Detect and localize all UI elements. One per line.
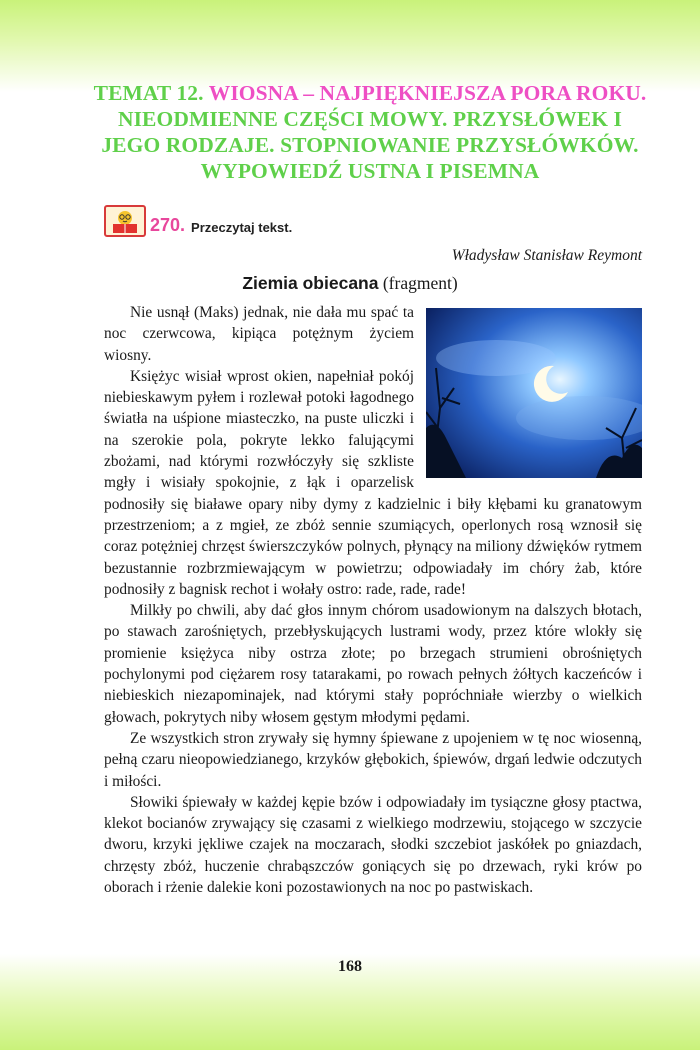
reading-child-icon <box>104 205 146 237</box>
moonlit-sky-photo <box>426 308 642 478</box>
title-main: Ziemia obiecana <box>242 273 379 293</box>
paragraph: Księżyc wisiał wprost okien, napełniał pokój niebieskawym pyłem i rozlewał potoki łagodnego światła na uśpione miasteczko, na puste uliczki i na szerokie pola, pokryte lekko falującymi zbożami, nad którymi rozwłóczyły się szkliste mgły i wisiały spokojnie, z łąk i oparzelisk podnosiły się białawe opary niby dymy z kadzielnic i biły kłębami ku granatowym przestrzeniom; a z mgieł, ze zbóż sennie szumiących, operlonych rosą wznosił się coraz potężniej chrzęst świerszczyków polnych, płynący na miliony dźwięków rytmem bezustannie rozbrzmiewającym w powietrzu; odpowiadały im chóry żab, które podnosiły z bagnisk rechot i wołały ostro: rade, rade, rade! <box>104 367 642 598</box>
paragraph: Słowiki śpiewały w każdej kępie bzów i odpowiadały im tysiączne głosy ptactwa, klekot bocianów zrywający się czasami z wielkiego modrzewiu, stojącego w szczycie dworu, krzyki jękliwe czajek na moczarach, słodki szczebiot jaskółek po gniazdach, chrzęsty zbóż, huczenie chrabąszczów goniących się po drzewach, ryki krów po oborach i rżenie dalekie koni pozostawionych na noc po pastwiskach. <box>104 793 642 897</box>
paragraph: Milkły po chwili, aby dać głos innym chórom usadowionym na dalszych błotach, po stawach zarośniętych, przebłyskujących lustrami wody, przez które wlokły się promienie księżyca niby ostrza złote; po brzegach strumieni obrośniętych pochylonymi pod ciężarem rosy tatarakami, po rowach pełnych żółtych kaczeńców i niebieskich niezapominajek, nad którymi stały popróchniałe wierzby o wielkich głowach, pokrytych niby włosem gęstym młodymi pędami. <box>104 602 642 726</box>
title-suffix: (fragment) <box>378 273 458 293</box>
text-title <box>0 273 700 294</box>
page-number: 168 <box>338 958 362 975</box>
topic-part-grammar: NIEODMIENNE CZĘŚCI MOWY. PRZYSŁÓWEK I JEGO RODZAJE. STOPNIOWANIE PRZYSŁÓWKÓW. WYPOWIEDŹ USTNA I PISEMNA <box>101 107 639 183</box>
reading-text <box>104 302 642 898</box>
topic-part-theme: WIOSNA – NAJPIĘKNIEJSZA PORA ROKU. <box>208 81 647 105</box>
task-number: 270. <box>150 214 186 235</box>
paragraph: Ze wszystkich stron zrywały się hymny śpiewane z upojeniem w tę noc wiosenną, pełną czaru nieopowiedzianego, krzyków głębokich, śpiewów, drgań ledwie odczutych i miłości. <box>104 729 642 790</box>
topic-heading <box>90 80 650 184</box>
author-name: Władysław Stanisław Reymont <box>451 247 642 264</box>
task-instruction: Przeczytaj tekst. <box>191 219 293 235</box>
topic-part-label: TEMAT 12. <box>93 81 209 105</box>
paragraph: Nie usnął (Maks) jednak, nie dała mu spać ta noc czerwcowa, kipiąca potężnym życiem wiosny. <box>104 304 414 364</box>
top-green-band <box>0 0 700 92</box>
task-header <box>104 204 292 238</box>
